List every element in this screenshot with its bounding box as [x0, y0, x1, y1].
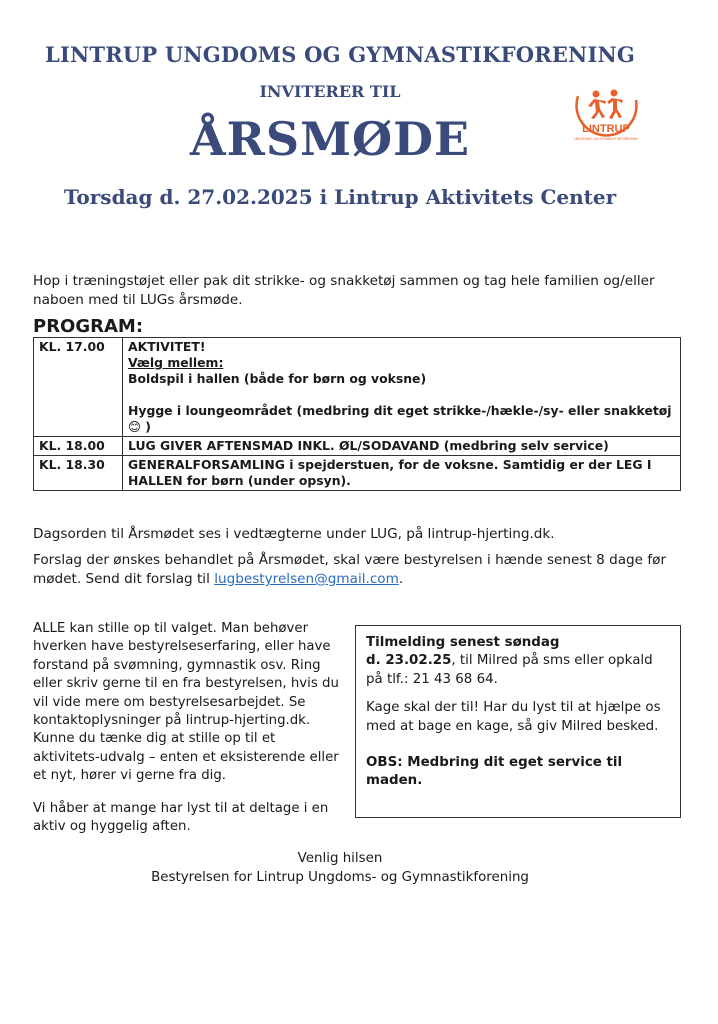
lintrup-logo — [558, 82, 650, 154]
proposal-paragraph — [33, 551, 673, 589]
program-description — [123, 338, 681, 437]
program-time: KL. 18.30 — [34, 456, 123, 491]
closing-signature: Bestyrelsen for Lintrup Ungdoms- og Gymnastikforening — [151, 870, 529, 885]
logo-text: LINTRUP — [582, 123, 630, 135]
program-heading: PROGRAM: — [33, 316, 144, 337]
intro-paragraph: Hop i træningstøjet eller pak dit strikke- og snakketøj sammen og tag hele familien og/eller naboen med til LUGs årsmøde. — [33, 273, 655, 308]
signup-date: d. 23.02.25 — [366, 653, 452, 669]
event-dateline: Torsdag d. 27.02.2025 i Lintrup Aktivitets Center — [63, 185, 617, 209]
email-link[interactable]: lugbestyrelsen@gmail.com — [214, 571, 399, 587]
signup-box — [355, 625, 681, 818]
cake-paragraph: Kage skal der til! Har du lyst til at hjælpe os med at bage en kage, så giv Milred besked. — [366, 700, 661, 734]
obs-note: OBS: Medbring dit eget service til maden. — [366, 755, 623, 789]
agenda-paragraph: Dagsorden til Årsmødet ses i vedtægterne under LUG, på lintrup-hjerting.dk. — [33, 526, 555, 542]
closing-greeting: Venlig hilsen — [297, 851, 383, 866]
hope-paragraph: Vi håber at mange har lyst til at deltage i en aktiv og hyggelig aften. — [33, 800, 329, 835]
logo-subtext: UNGDOMS- OG GYMNASTIKFORENING — [574, 137, 638, 141]
table-row — [34, 437, 681, 456]
program-time: KL. 18.00 — [34, 437, 123, 456]
page-title: ÅRSMØDE — [189, 112, 471, 166]
program-description: GENERALFORSAMLING i spejderstuen, for de voksne. Samtidig er der LEG I HALLEN for børn (under opsyn). — [123, 456, 681, 491]
proposal-end: . — [398, 571, 404, 587]
table-row — [34, 338, 681, 437]
program-line: Vælg mellem: — [128, 355, 224, 370]
program-time: KL. 17.00 — [34, 338, 123, 437]
program-table — [33, 337, 681, 491]
invite-subtitle: INVITERER TIL — [259, 82, 401, 101]
election-paragraph: ALLE kan stille op til valget. Man behøver hverken have bestyrelseserfaring, eller have forstand på svømning, gymnastik osv. Ring eller skriv gerne til en fra bestyrelsen, hvis du vil vide mere om bestyrelsesarbejdet. Se kontaktoplysninger på lintrup-hjerting.dk. — [33, 621, 339, 729]
election-info — [33, 620, 343, 836]
program-line: AKTIVITET! — [128, 339, 206, 354]
program-description: LUG GIVER AFTENSMAD INKL. ØL/SODAVAND (medbring selv service) — [123, 437, 681, 456]
signup-title: Tilmelding senest søndag — [366, 635, 560, 650]
program-line: Hygge i loungeområdet (medbring dit eget strikke-/hækle-/sy- eller snakketøj 😊 ) — [128, 403, 672, 434]
table-row — [34, 456, 681, 491]
signup-details — [366, 652, 670, 689]
proposal-text: Forslag der ønskes behandlet på Årsmødet, skal være bestyrelsen i hænde senest 8 dage før mødet. Send dit forslag til — [33, 552, 667, 587]
program-line: Boldspil i hallen (både for børn og voksne) — [128, 371, 427, 386]
logo-figures-icon — [588, 90, 623, 120]
organization-title: LINTRUP UNGDOMS OG GYMNASTIKFORENING — [44, 42, 636, 67]
signup-text: , til Milred på sms eller opkald på tlf.: 21 43 68 64. — [366, 653, 653, 687]
committee-paragraph: Kunne du tænke dig at stille op til et aktivitets-udvalg – enten et eksisterende eller et nyt, hører vi gerne fra dig. — [33, 731, 339, 784]
